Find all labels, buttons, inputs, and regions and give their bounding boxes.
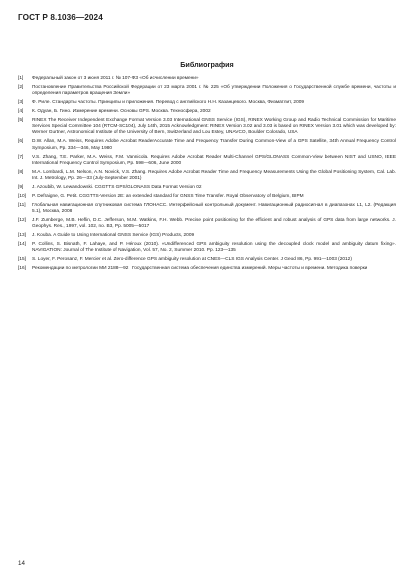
reference-text: Ф. Риле. Стандарты частоты. Принципы и приложения. Перевод с английского Н.Н. Казанцевого. Москва, Физматлит, 2009 <box>32 100 304 106</box>
reference-item <box>18 85 396 98</box>
reference-text: P. Defraigne, G. Petit. CGGTTS-Version 2E: an extended standard for GNSS Time Transfer. Royal Observatory of Belgium, BIPM <box>32 193 304 199</box>
reference-item <box>18 218 396 231</box>
reference-text: M.A. Lombardi, L.M. Nelson, A.N. Novick, V.S. Zhang. Requires Adobe Acrobat Reader Time and Frequency Measurements Using the Global Positioning System, Cal. Lab. Int. J. Metrology, Pp. 26—33 (July-September 2001) <box>32 169 396 182</box>
reference-number: [5] <box>18 117 24 123</box>
reference-number: [7] <box>18 154 24 160</box>
bibliography-title: Библиография <box>180 60 234 69</box>
reference-item <box>18 257 396 263</box>
reference-text: D.W. Allan, M.A. Weiss, Requires Adobe Acrobat ReaderAccurate Time and Frequency Transfer During Common-View of a GPS Satellite, 34th Annual Frequency Control Symposium, Pp. 334—346, May 1980 <box>32 139 396 151</box>
reference-text: J. Kouba. A Guide to Using International GNSS Service (IGS) Products, 2009 <box>32 233 195 239</box>
reference-number: [12] <box>18 217 26 223</box>
reference-item <box>18 76 396 82</box>
reference-item <box>18 242 396 255</box>
reference-item <box>18 100 396 106</box>
reference-number: [1] <box>18 76 24 81</box>
reference-text: J.F. Zumberge, M.B. Heflin, D.C. Jefferson, M.M. Watkins, F.H. Webb. Precise point positioning for the efficient and robust analysis of GPS data from large networks. J. Geophys. Res., 1997, vol. 102, no. B3, Pp. 5005—5017 <box>32 217 396 230</box>
reference-item <box>18 194 396 200</box>
reference-item-16 <box>18 266 396 272</box>
reference-number: [14] <box>18 241 26 247</box>
reference-item <box>18 155 396 168</box>
reference-number: [4] <box>18 108 24 114</box>
reference-text: RINEX The Receiver Independent Exchange Format Version 3.03 International GNSS Service (IGS), RINEX Working Group and Radio Technical Commission for Maritime Services Special Committee 104 (RTCM-SC104), July 14th, 2015 Acknowledgment: RINEX Version 3.02 and 3.03 is based on RINEX Version 3.01 which was developed by: Werner Gurtner, Astronomical Institute of the University of Bern, Switzerland and Lou Estey, UNAVCO, Boulder Colorado, USA <box>32 117 396 136</box>
reference-text: J. Azoubib, W. Lewandowski. CGGTTS GPS/GLONASS Data Format Version 02 <box>32 184 202 190</box>
reference-number: [10] <box>18 193 26 199</box>
reference-number: [3] <box>18 100 24 106</box>
reference-number: [11] <box>18 202 26 208</box>
reference-item <box>18 185 396 191</box>
reference-number: [16] <box>18 266 26 272</box>
reference-text: Глобальная навигационная спутниковая система ГЛОНАСС. Интерфейсный контрольный документ. Навигационный радиосигнал в диапазонах L1, L2. (Редакция 5.1), Москва, 2008 <box>32 202 396 214</box>
reference-item <box>18 139 396 152</box>
reference-item <box>18 109 396 115</box>
reference-number: [15] <box>18 257 26 263</box>
page-number: 14 <box>18 560 25 567</box>
reference-text: P. Collins, S. Bisnath, F. Lahaye, and P. Héroux (2010). «Undifferenced GPS ambiguity resolution using the decoupled clock model and ambiguity datum fixing». NAVIGATION: Journal of The Institute of Navigation, Vol. 57, No. 2, Summer 2010. Pp. 123—135 <box>32 241 396 254</box>
reference-title: Государственная система обеспечения единства измерений. Меры частоты и времени. Методика поверки <box>132 266 368 272</box>
reference-text: Федеральный закон от 3 июня 2011 г. № 107-ФЗ «Об исчислении времени» <box>32 76 199 81</box>
reference-text: S. Loyer, F. Perosanz, F. Mercier et al. Zero-difference GPS ambiguity resolution at CNES—CLS IGS Analysis Center. J Geod 86, Pp. 991—1003 (2012) <box>32 257 352 263</box>
reference-text: V.S. Zhang, T.E. Parker, M.A. Weiss, F.M. Vannicola. Requires Adobe Acrobat Reader Multi-Channel GPS/GLONASS Common-View between NIST and USNO, IEEE International Frequency Control Symposium, Pp. 598—606, June 2000 <box>32 154 396 166</box>
reference-number: [6] <box>18 139 24 145</box>
reference-item <box>18 170 396 183</box>
reference-number: [13] <box>18 233 26 239</box>
reference-number: [2] <box>18 84 24 90</box>
reference-list <box>18 76 396 275</box>
reference-number: [9] <box>18 184 24 190</box>
reference-source: Рекомендации по метрологии МИ 2188—92 <box>32 266 129 272</box>
reference-text: Постановление Правительства Российской Федерации от 23 марта 2001 г. № 225 «Об утверждении Положения о Государственной службе времени, частоты и определения параметров вращения Земли» <box>32 84 396 97</box>
reference-item <box>18 118 396 137</box>
reference-item <box>18 233 396 239</box>
document-code: ГОСТ Р 8.1036—2024 <box>18 13 103 22</box>
reference-text: К. Одуан, Б. Гино. Измерение времени. Основы GPS. Москва. Техносфера, 2002 <box>32 108 211 114</box>
reference-number: [8] <box>18 169 24 175</box>
reference-item <box>18 203 396 216</box>
